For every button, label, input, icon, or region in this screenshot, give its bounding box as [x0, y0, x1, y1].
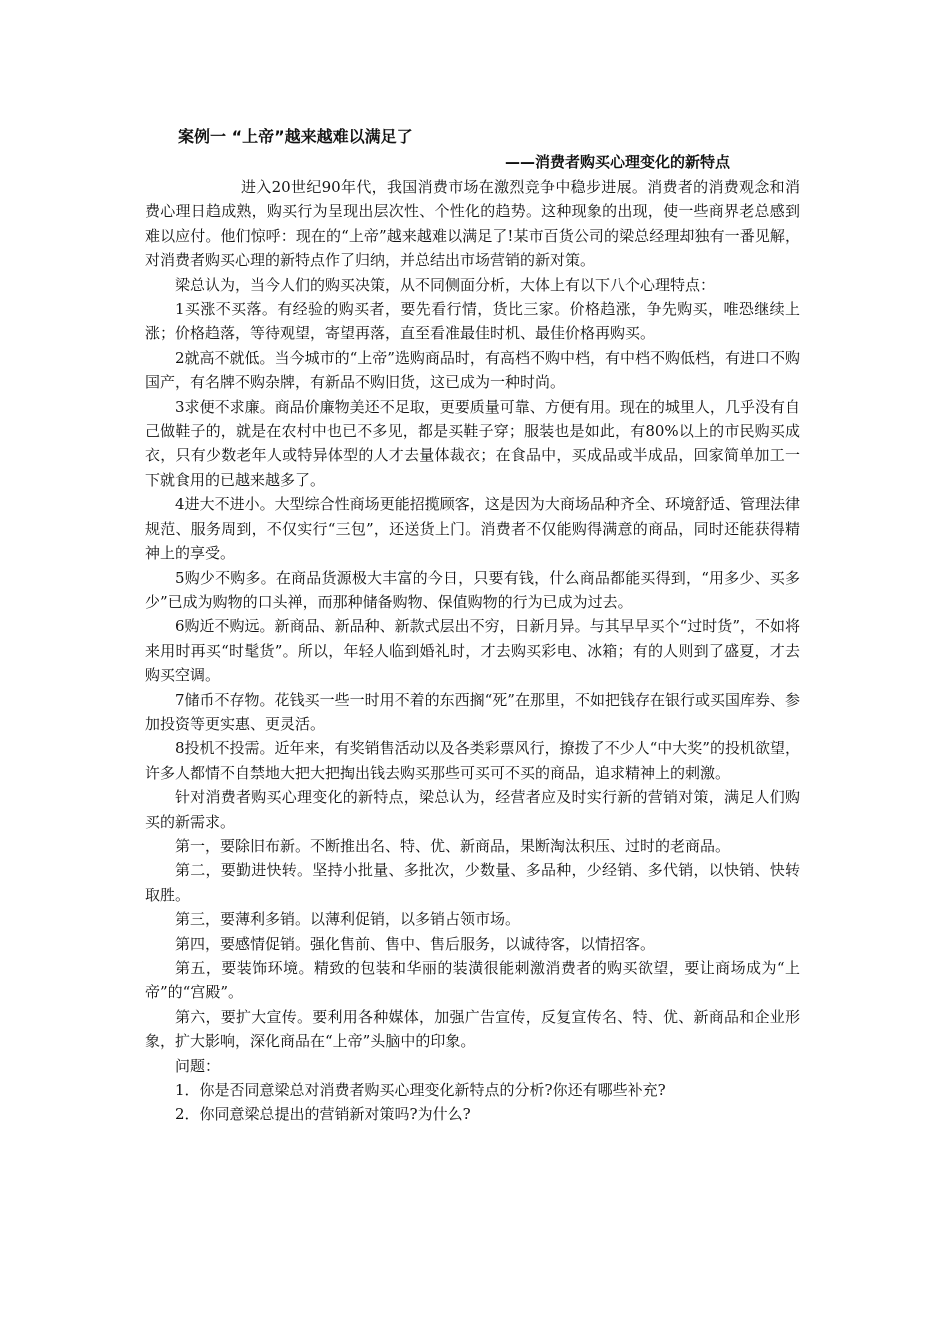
- strategy-2-paragraph: 第二，要勤进快转。坚持小批量、多批次，少数量、多品种，少经销、多代销，以快销、快转取胜。: [145, 861, 800, 904]
- case-title: 案例一 “上帝”越来越难以满足了: [178, 127, 413, 146]
- feature-6-paragraph: 6购近不购远。新商品、新品种、新款式层出不穷，日新月异。与其早早买个“过时货”，不如将来用时再买“时髦货”。所以，年轻人临到婚礼时，才去购买彩电、冰箱；有的人则到了盛夏，才去购买空调。: [145, 617, 800, 685]
- strategy-6-paragraph: 第六，要扩大宣传。要利用各种媒体，加强广告宣传，反复宣传名、特、优、新商品和企业形象，扩大影响，深化商品在“上帝”头脑中的印象。: [145, 1007, 800, 1051]
- strategy-lead-paragraph: 针对消费者购买心理变化的新特点，梁总认为，经营者应及时实行新的营销对策，满足人们购买的新需求。: [145, 788, 800, 831]
- question-2: 2．你同意梁总提出的营销新对策吗?为什么?: [175, 1105, 471, 1124]
- features-lead-paragraph: 梁总认为，当今人们的购买决策，从不同侧面分析，大体上有以下八个心理特点：: [175, 275, 716, 294]
- feature-1-paragraph: 1买涨不买落。有经验的购买者，要先看行情，货比三家。价格趋涨，争先购买，唯恐继续上涨；价格趋落，等待观望，寄望再落，直至看准最佳时机、最佳价格再购买。: [145, 300, 800, 343]
- feature-8-paragraph: 8投机不投需。近年来，有奖销售活动以及各类彩票风行，撩拨了不少人“中大奖”的投机欲望，许多人都情不自禁地大把大把掏出钱去购买那些可买可不买的商品，追求精神上的刺激。: [145, 739, 800, 782]
- questions-heading: 问题：: [175, 1056, 221, 1075]
- case-body: [145, 175, 800, 1127]
- feature-5-paragraph: 5购少不购多。在商品货源极大丰富的今日，只要有钱，什么商品都能买得到，“用多少、买多少”已成为购物的口头禅，而那种储备购物、保值购物的行为已成为过去。: [145, 568, 800, 611]
- feature-4-paragraph: 4进大不进小。大型综合性商场更能招揽顾客，这是因为大商场品种齐全、环境舒适、管理法律规范、服务周到，不仅实行“三包”，还送货上门。消费者不仅能购得满意的商品，同时还能获得精神上的享受。: [145, 495, 800, 563]
- question-1: 1．你是否同意梁总对消费者购买心理变化新特点的分析?你还有哪些补充?: [175, 1081, 666, 1100]
- strategy-1-paragraph: 第一，要除旧布新。不断推出名、特、优、新商品，果断淘汰积压、过时的老商品。: [175, 836, 731, 855]
- feature-3-paragraph: 3求便不求廉。商品价廉物美还不足取，更要质量可靠、方便有用。现在的城里人，几乎没有自己做鞋子的，就是在农村中也已不多见，都是买鞋子穿；服装也是如此，有80%以上的市民购买成衣，只有少数老年人或特异体型的人才去量体裁衣；在食品中，买成品或半成品，回家简单加工一下就食用的已越来越多了。: [145, 397, 800, 489]
- feature-2-paragraph: 2就高不就低。当今城市的“上帝”选购商品时，有高档不购中档，有中档不购低档，有进口不购国产，有名牌不购杂牌，有新品不购旧货，这已成为一种时尚。: [145, 348, 800, 392]
- strategy-3-paragraph: 第三，要薄利多销。以薄利促销，以多销占领市场。: [175, 910, 521, 929]
- case-subtitle: ——消费者购买心理变化的新特点: [505, 153, 731, 171]
- strategy-4-paragraph: 第四，要感情促销。强化售前、售中、售后服务，以诚待客，以情招客。: [175, 934, 656, 953]
- feature-7-paragraph: 7储币不存物。花钱买一些一时用不着的东西搁“死”在那里，不如把钱存在银行或买国库券、参加投资等更实惠、更灵活。: [145, 690, 800, 733]
- intro-paragraph: 进入20世纪90年代，我国消费市场在激烈竞争中稳步进展。消费者的消费观念和消费心理日趋成熟，购买行为呈现出层次性、个性化的趋势。这种现象的出现，使一些商界老总感到难以应付。他们惊呼：现在的“上帝”越来越难以满足了!某市百货公司的梁总经理却独有一番见解，对消费者购买心理的新特点作了归纳，并总结出市场营销的新对策。: [145, 178, 800, 270]
- strategy-5-paragraph: 第五，要装饰环境。精致的包装和华丽的装潢很能刺激消费者的购买欲望，要让商场成为“上帝”的“宫殿”。: [145, 959, 800, 1002]
